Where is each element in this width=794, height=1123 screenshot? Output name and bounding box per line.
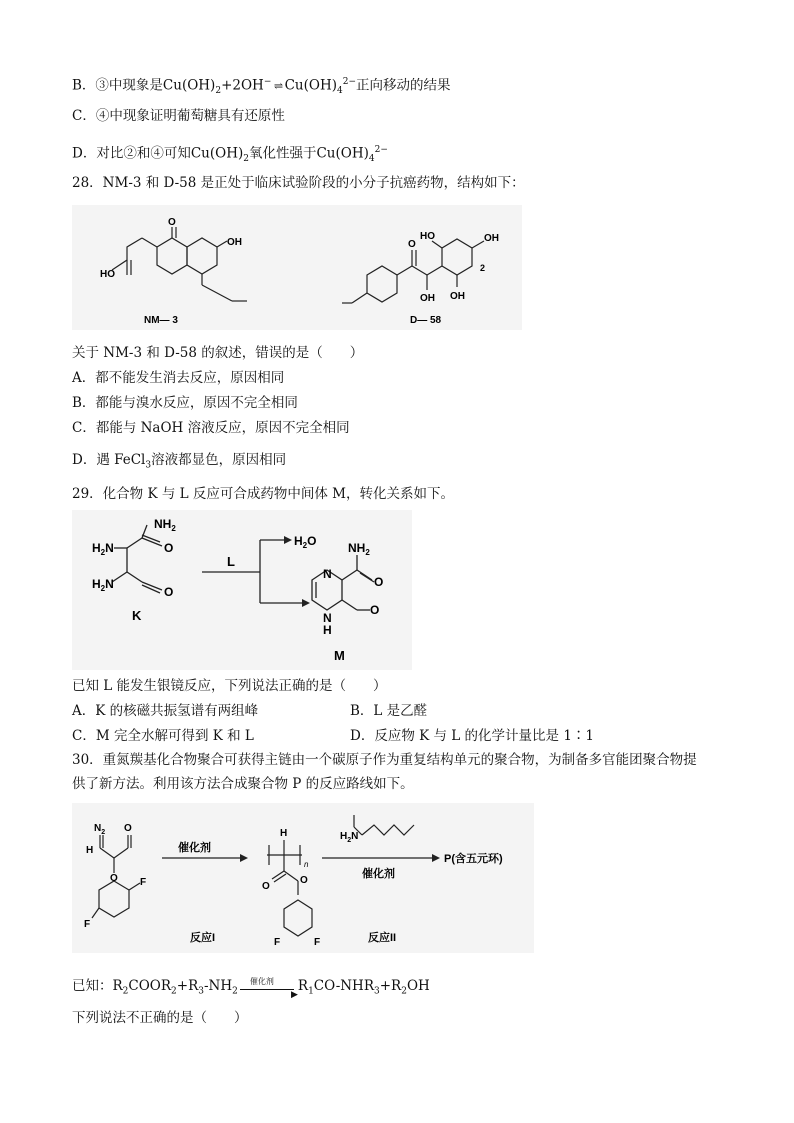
- q30-stem-line2: 供了新方法。利用该方法合成聚合物 P 的反应路线如下。: [72, 776, 414, 792]
- q30-known-reaction: 已知：$R_2COOR_2+R_3-NH_2$ 催化剂 ▶ $R_1CO-NHR_3+R_2OH$: [72, 976, 430, 1000]
- q28-structure-figure: [72, 205, 522, 330]
- polymer-f1: F: [274, 937, 281, 948]
- f-label-2: F: [84, 919, 91, 930]
- d58-carbonyl-o: O: [408, 239, 416, 250]
- d58-two-label: 2: [480, 263, 486, 273]
- q30-reaction-figure: [72, 803, 534, 953]
- polymer-n: n: [304, 860, 309, 869]
- q28-option-a: A．都不能发生消去反应，原因相同: [72, 370, 285, 386]
- nm3-d58-structures: [72, 205, 522, 330]
- catalyst-arrow: 催化剂 ▶: [238, 980, 298, 994]
- n2-label: $N_2$: [94, 823, 106, 836]
- polymer-p-route: [72, 803, 534, 953]
- nm3-oh-label: OH: [227, 237, 242, 248]
- m-h: H: [323, 623, 332, 637]
- k-h2n-left: $H_2N$: [92, 541, 114, 557]
- amine-h2n: $H_2N$: [340, 831, 359, 844]
- m-o-ring: O: [370, 603, 380, 617]
- q29-stem: 29．化合物 K 与 L 反应可合成药物中间体 M，转化关系如下。: [72, 486, 455, 502]
- d58-oh-right: OH: [484, 233, 499, 244]
- q27-option-c: C．④中现象证明葡萄糖具有还原性: [72, 108, 285, 124]
- q29-option-d: D．反应物 K 与 L 的化学计量比是 1∶1: [350, 728, 595, 744]
- polymer-h: H: [280, 828, 288, 839]
- q28-option-c: C．都能与 NaOH 溶液反应，原因不完全相同: [72, 420, 350, 436]
- m-label: M: [334, 648, 345, 663]
- q29-option-c: C．M 完全水解可得到 K 和 L: [72, 728, 254, 744]
- o-carbonyl: O: [124, 823, 132, 834]
- o-ester: O: [110, 873, 118, 884]
- q28-question: 关于 NM-3 和 D-58 的叙述，错误的是（ ）: [72, 345, 364, 361]
- q28-option-d: D．遇 FeCl$_3$溶液都显色，原因相同: [72, 452, 287, 471]
- d58-oh-ring: OH: [450, 291, 465, 302]
- q28-option-b: B．都能与溴水反应，原因不完全相同: [72, 395, 298, 411]
- q29-option-a: A．K 的核磁共振氢谱有两组峰: [72, 703, 259, 719]
- m-o-amide: O: [374, 575, 384, 589]
- reaction-ii-label: 反应II: [368, 932, 397, 944]
- d58-ho-top: HO: [420, 231, 435, 242]
- nm3-ho-label: HO: [100, 269, 115, 280]
- h-label: H: [86, 845, 94, 856]
- l-label: L: [227, 554, 235, 569]
- polymer-o2: O: [300, 875, 308, 886]
- q30-stem-line1: 30．重氮羰基化合物聚合可获得主链由一个碳原子作为重复结构单元的聚合物，为制备多官能团聚合物提: [72, 752, 697, 768]
- polymer-f2: F: [314, 937, 321, 948]
- q29-option-b: B．L 是乙醛: [350, 703, 428, 719]
- q28-stem: 28．NM-3 和 D-58 是正处于临床试验阶段的小分子抗癌药物，结构如下：: [72, 175, 525, 191]
- nm3-carbonyl-o: O: [168, 217, 176, 228]
- nm3-label: NM— 3: [144, 315, 178, 326]
- k-label: K: [132, 608, 142, 623]
- product-p-label: P(含五元环): [444, 853, 503, 865]
- catalyst-label-2: 催化剂: [362, 868, 395, 880]
- m-nh: N: [323, 611, 332, 625]
- d58-oh-bottom: OH: [420, 293, 435, 304]
- q30-question: 下列说法不正确的是（ ）: [72, 1010, 248, 1026]
- m-nh2: $NH_2$: [348, 541, 370, 557]
- k-l-m-reaction: [72, 510, 412, 670]
- k-o-top: O: [164, 541, 174, 555]
- q27-option-b: B．③中现象是$Cu(OH)_2+2OH^-$ ⇌ $Cu(OH)_4^{2-}$正向移动的结果: [72, 77, 451, 97]
- polymer-o1: O: [262, 881, 270, 892]
- k-o-bottom: O: [164, 585, 174, 599]
- catalyst-label-1: 催化剂: [178, 842, 211, 854]
- d58-label: D— 58: [410, 315, 442, 326]
- k-nh2-top: $NH_2$: [154, 517, 176, 533]
- q29-question: 已知 L 能发生银镜反应，下列说法正确的是（ ）: [72, 678, 387, 694]
- m-n-top: N: [323, 567, 332, 581]
- reaction-i-label: 反应I: [190, 932, 216, 944]
- f-label-1: F: [140, 877, 147, 888]
- k-h2n-bottom: $H_2N$: [92, 577, 114, 593]
- q29-reaction-figure: [72, 510, 412, 670]
- h2o-product: $H_2O$: [294, 534, 317, 550]
- q27-option-d: D．对比②和④可知$Cu(OH)_2$氧化性强于$Cu(OH)_4^{2-}$: [72, 145, 388, 165]
